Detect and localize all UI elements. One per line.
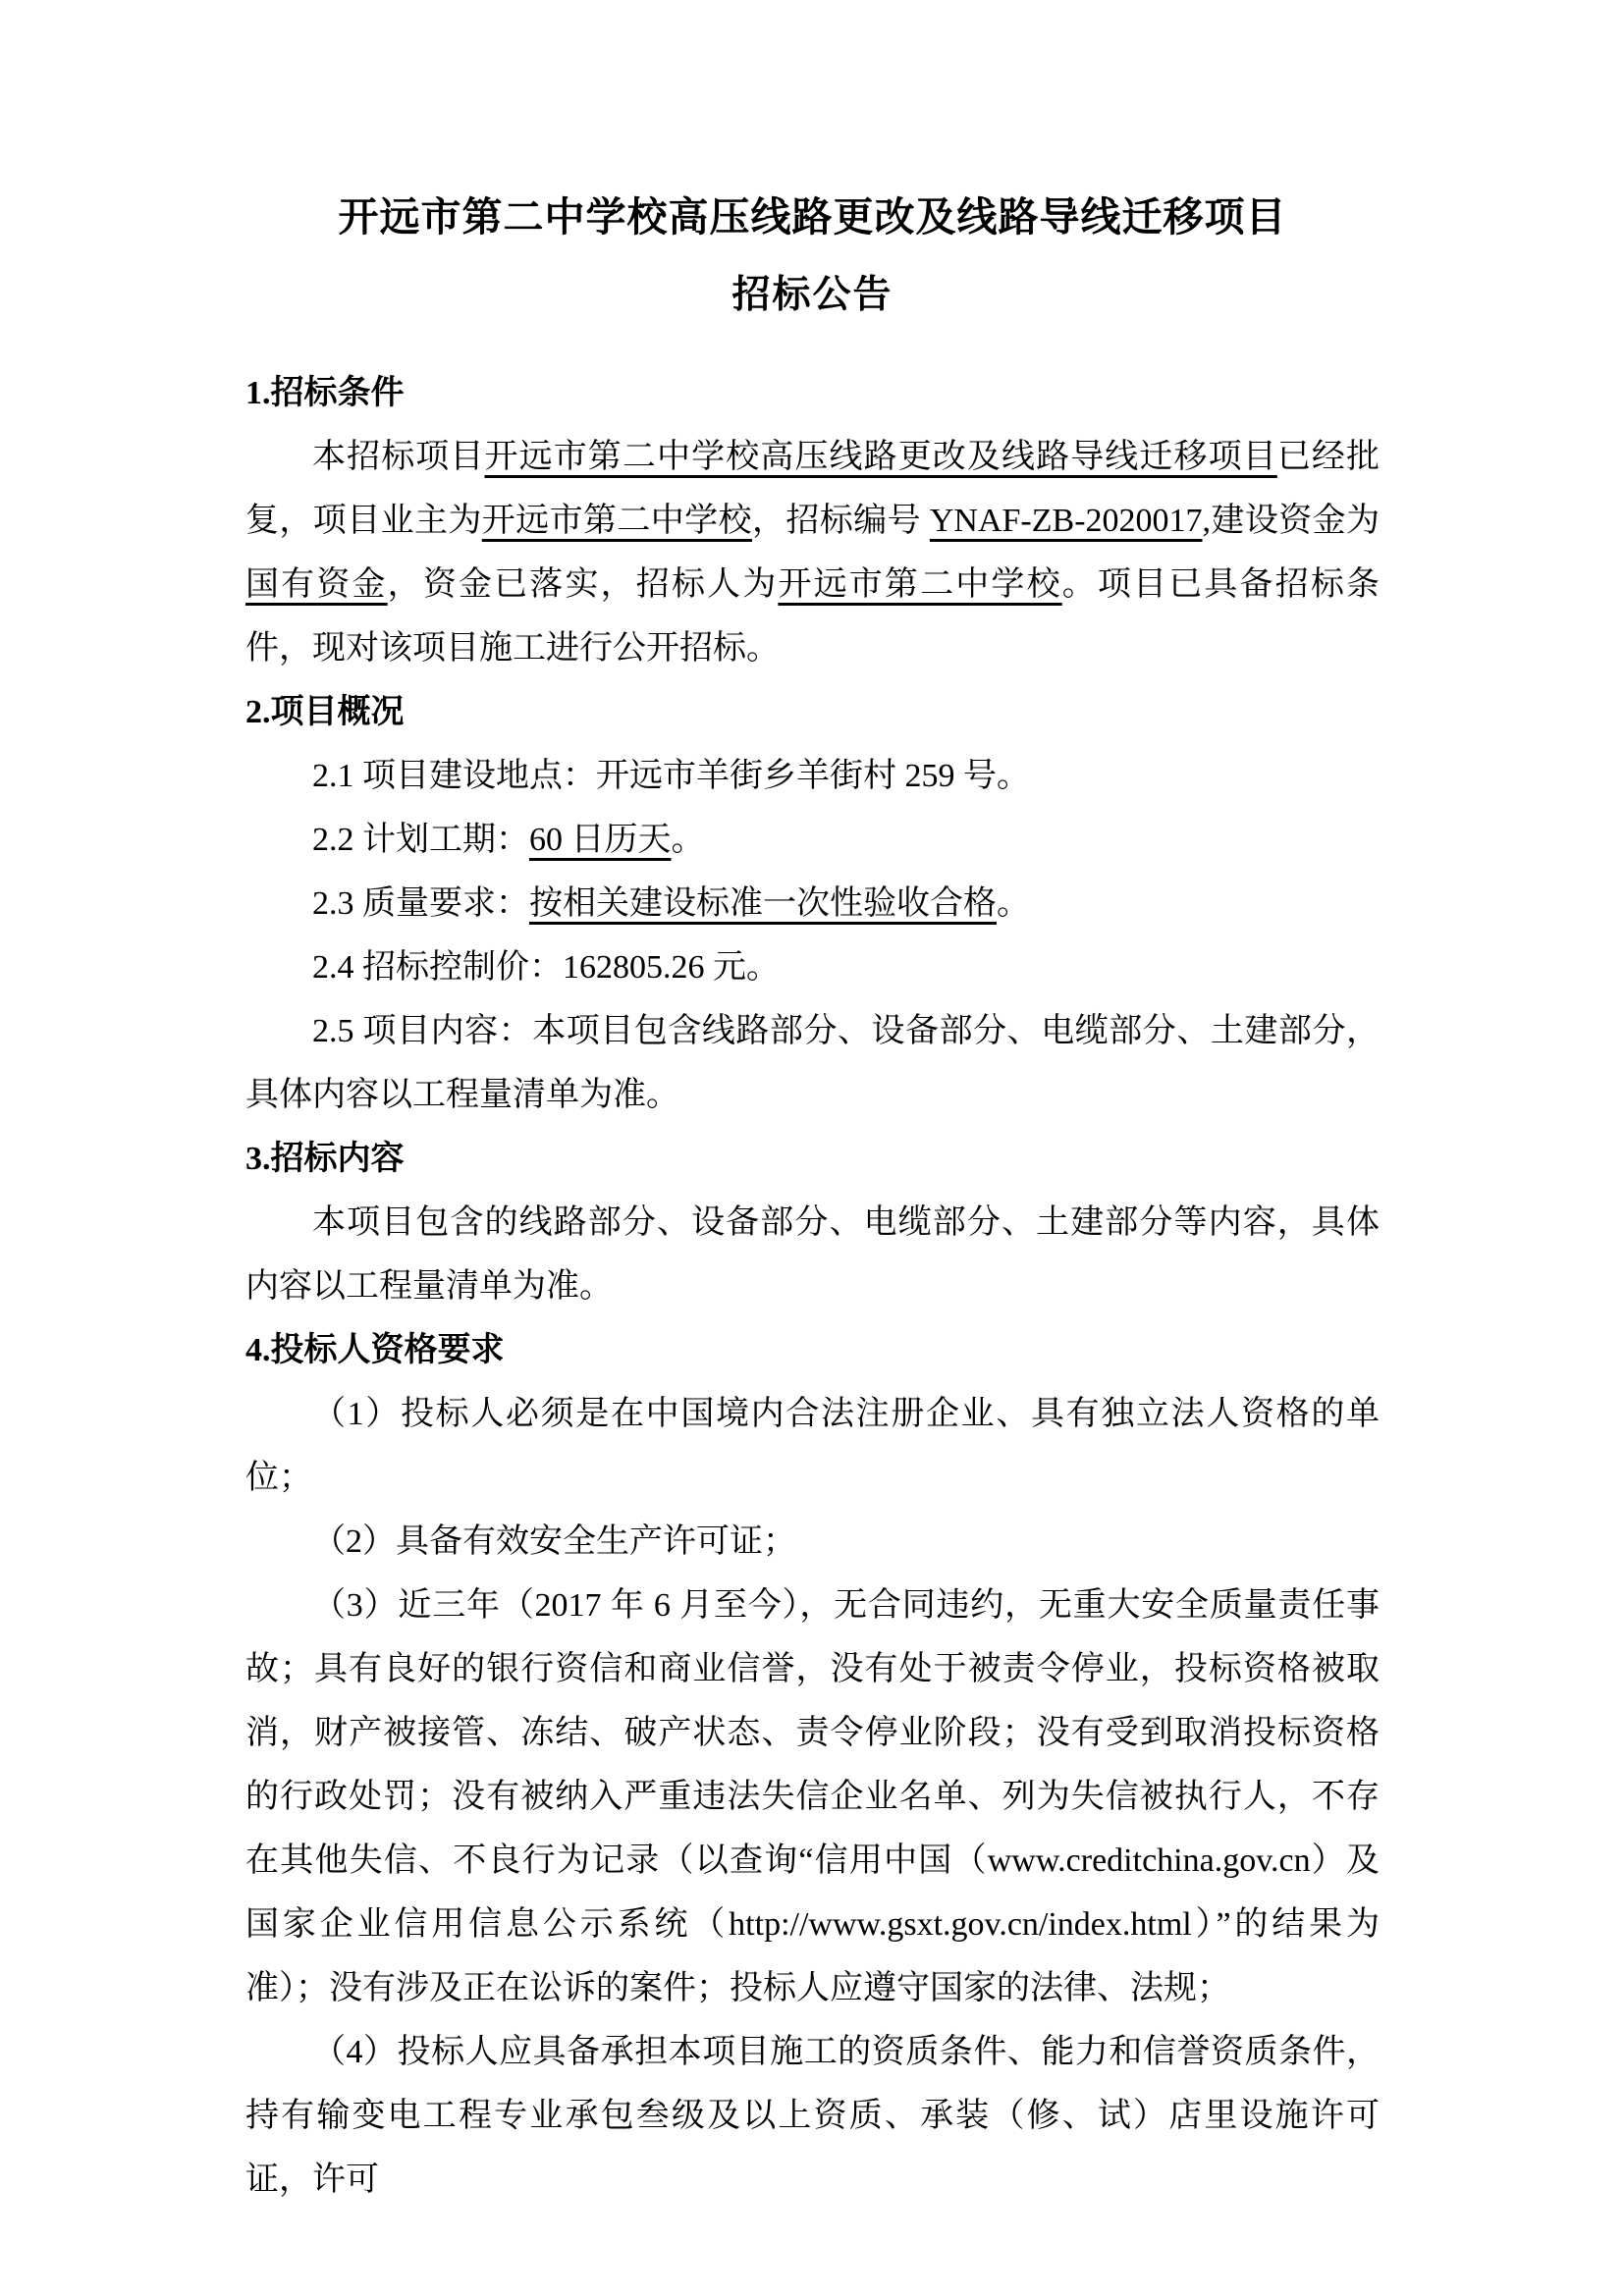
paragraph [245,1191,1380,1318]
underlined-text: 开远市第二中学校 [778,566,1062,603]
paragraph [245,1574,1380,2020]
underlined-text: 按相关建设标准一次性验收合格 [529,885,997,922]
paragraph [245,808,1380,872]
text-run: 本招标项目 [312,439,485,475]
text-run: 2.3 质量要求： [312,885,529,922]
page-title: 开远市第二中学校高压线路更改及线路导线迁移项目 [338,194,1287,240]
text-run: 2.4 招标控制价：162805.26 元。 [312,949,780,986]
document-content [245,192,1380,2212]
text-run: （3）近三年（2017 年 6 月至今），无合同违约，无重大安全质量责任事故；具有良好的银行资信和商业信誉，没有处于被责令停业，投标资格被取消，财产被接管、冻结、破产状态、责令停业阶段；没有受到取消投标资格的行政处罚；没有被纳入严重违法失信企业名单、列为失信被执行人，不存在其他失信、不良行为记录（以查询“信用中国（www.creditchina.gov.cn）及国家企业信用信息公示系统（http://www.gsxt.gov.cn/index.html）”的结果为准）；没有涉及正在讼诉的案件；投标人应遵守国家的法律、法规； [245,1587,1380,2006]
text-run: 2.2 计划工期： [312,822,529,858]
underlined-text: 60 日历天 [529,822,672,858]
underlined-text: 开远市第二中学校高压线路更改及线路导线迁移项目 [484,439,1277,475]
text-run: 。 [671,822,705,858]
paragraph [245,2020,1380,2212]
text-run: 2.1 项目建设地点：开远市羊街乡羊街村 259 号。 [312,758,1030,794]
text-run: （2）具备有效安全生产许可证； [312,1523,796,1560]
paragraph [245,935,1380,999]
section-heading: 1.招标条件 [245,375,405,411]
paragraph [245,872,1380,935]
paragraph [245,425,1380,680]
text-run: ，招标编号 [751,503,930,539]
underlined-text: 国有资金 [245,566,388,603]
section-heading: 2.项目概况 [245,694,405,730]
text-run: 。项目已具备招标条件，现对该项目施工进行公开招标。 [245,566,1380,667]
paragraph [245,1510,1380,1574]
text-run: （1）投标人必须是在中国境内合法注册企业、具有独立法人资格的单位； [245,1396,1380,1496]
paragraph [245,999,1380,1127]
section-heading: 3.招标内容 [245,1141,405,1177]
document-sections [245,361,1380,2212]
section-heading: 4.投标人资格要求 [245,1332,505,1368]
page-subtitle: 招标公告 [731,274,893,316]
text-run: ，资金已落实，招标人为 [387,566,779,603]
text-run: ,建设资金为 [1202,503,1380,539]
text-run: 。 [997,885,1030,922]
underlined-text: YNAF-ZB-2020017 [929,503,1203,539]
text-run: 2.5 项目内容：本项目包含线路部分、设备部分、电缆部分、土建部分，具体内容以工程量清单为准。 [245,1013,1380,1113]
paragraph [245,744,1380,808]
text-run: 已经批复，项目业主为 [245,439,1380,539]
underlined-text: 开远市第二中学校 [481,503,752,539]
text-run: （4）投标人应具备承担本项目施工的资质条件、能力和信誉资质条件，持有输变电工程专业承包叁级及以上资质、承装（修、试）店里设施许可证，许可 [245,2034,1380,2198]
paragraph [245,1382,1380,1510]
text-run: 本项目包含的线路部分、设备部分、电缆部分、土建部分等内容，具体内容以工程量清单为准。 [245,1204,1380,1305]
